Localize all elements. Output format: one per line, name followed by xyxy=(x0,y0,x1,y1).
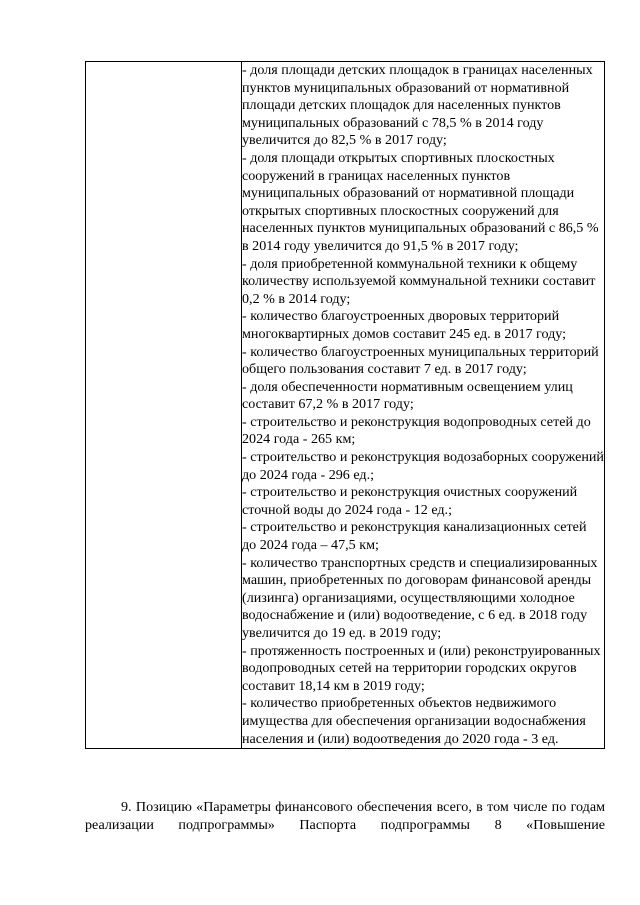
table-label-cell xyxy=(86,62,242,749)
list-item: - доля площади открытых спортивных плоскостных сооружений в границах населенных пунктов муниципальных образований от нормативной площади открытых спортивных плоскостных сооружений для населенных пунктов муниципальных образований с 86,5 % в 2014 году увеличится до 91,5 % в 2017 году; xyxy=(242,149,599,254)
list-item: - строительство и реконструкция водопроводных сетей до 2024 года - 265 км; xyxy=(242,413,591,448)
table-content-cell xyxy=(242,62,605,749)
list-item: - доля площади детских площадок в границах населенных пунктов муниципальных образований от нормативной площади детских площадок для населенных пунктов муниципальных образований с 78,5 % в 2014 году увеличится до 82,5 % в 2017 году; xyxy=(242,62,593,149)
list-item: - доля приобретенной коммунальной техники к общему количеству используемой коммунальной техники составит 0,2 % в 2014 году; xyxy=(242,255,596,307)
list-item: - строительство и реконструкция водозаборных сооружений до 2024 года - 296 ед.; xyxy=(242,449,604,483)
list-item: - количество транспортных средств и специализированных машин, приобретенных по договорам финансовой аренды (лизинга) организациями, осуществляющими холодное водоснабжение и (или) водоотведение, с 6 ед. в 2018 году увеличится до 19 ед. в 2019 году; xyxy=(242,554,598,641)
table-row xyxy=(86,62,605,749)
list-item: - количество приобретенных объектов недвижимого имущества для обеспечения организации водоснабжения населения и (или) водоотведения до 2020 года - 3 ед. xyxy=(242,695,586,747)
list-item: - количество благоустроенных муниципальных территорий общего пользования составит 7 ед. в 2017 году; xyxy=(242,343,599,378)
list-item: - строительство и реконструкция очистных сооружений сточной воды до 2024 года - 12 ед.; xyxy=(242,484,578,518)
passport-table xyxy=(85,61,605,749)
list-item: - строительство и реконструкция канализационных сетей до 2024 года – 47,5 км; xyxy=(242,519,587,554)
list-item: - доля обеспеченности нормативным освещением улиц составит 67,2 % в 2017 году; xyxy=(242,378,573,413)
list-item: - протяженность построенных и (или) реконструированных водопроводных сетей на территории городских округов составит 18,14 км в 2019 году; xyxy=(242,642,601,694)
body-paragraph: 9. Позицию «Параметры финансового обеспечения всего, в том числе по годам реализации подпрограммы» Паспорта подпрограммы 8 «Повышение xyxy=(85,799,605,833)
list-item: - количество благоустроенных дворовых территорий многоквартирных домов составит 245 ед. в 2017 году; xyxy=(242,308,567,342)
